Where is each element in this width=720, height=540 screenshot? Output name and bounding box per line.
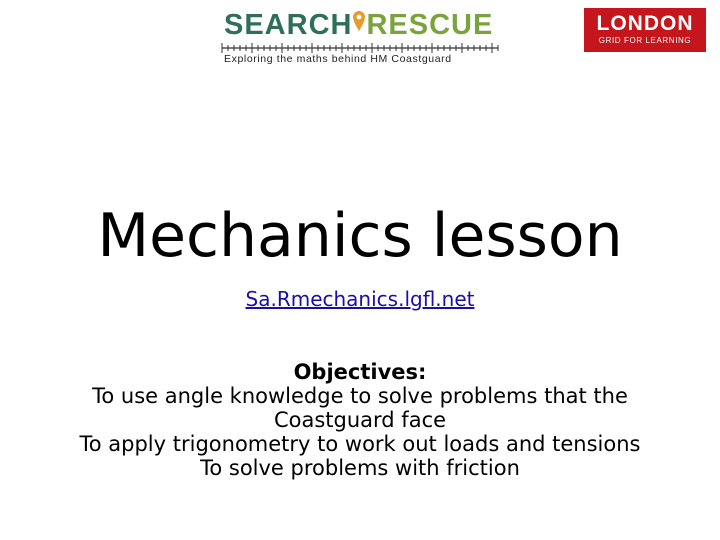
- logo-tagline: Exploring the maths behind HM Coastguard: [224, 53, 452, 65]
- slide-title: Mechanics lesson: [97, 201, 623, 271]
- website-link-wrapper: [0, 286, 720, 312]
- search-rescue-logo: [220, 8, 500, 64]
- objectives-block: [0, 360, 720, 480]
- objective-item: Coastguard face: [273, 408, 447, 432]
- objective-item: To use angle knowledge to solve problems that the: [92, 384, 628, 408]
- objective-item: To solve problems with friction: [200, 456, 520, 480]
- search-rescue-wordmark: [224, 10, 496, 40]
- website-link[interactable]: Sa.Rmechanics.lgfl.net: [245, 287, 475, 311]
- logo-word-rescue: RESCUE: [366, 9, 494, 41]
- lgfl-logo: [584, 8, 706, 52]
- objectives-heading: Objectives:: [293, 360, 427, 384]
- map-pin-icon: [353, 11, 365, 31]
- lgfl-logo-name: LONDON: [596, 12, 694, 35]
- logo-word-search: SEARCH: [224, 9, 353, 41]
- objective-item: To apply trigonometry to work out loads and tensions: [79, 432, 641, 456]
- lgfl-logo-subtitle: GRID FOR LEARNING: [598, 36, 692, 45]
